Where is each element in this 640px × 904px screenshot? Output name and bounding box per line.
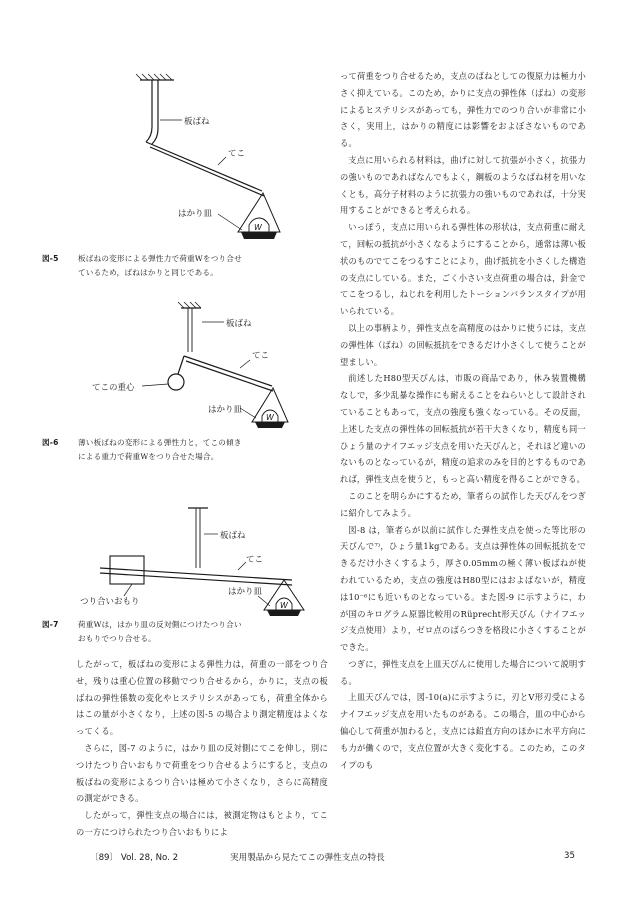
paragraph: したがって，板ばねの変形による弾性力は，荷重の一部をつり合せ，残りは重心位置の移動でつり合せるから，かりに，支点の板ばねの弾性係数の変化やヒステリシスがあっても，荷重全体からはこの量が小さくなり，上述の図-5 の場合より測定精度はよくなってくる。 [76, 659, 328, 737]
paragraph: 上皿天びんでは，図-10(a)に示すように，刃とV形刃受によるナイフエッジ支点を用いたものがある。この場合，皿の中心から偏心して荷重が加わると，支点には鉛直方向のほかに水平方向にも力が働くので，支点位置が大きく変化する。このため，このタイプのも [340, 692, 586, 770]
figure-6-caption [42, 436, 242, 480]
paragraph: このことを明らかにするため，筆者らの試作した天びんをつぎに紹介してみよう。 [340, 490, 586, 518]
figure-7-weight-label: W [280, 601, 288, 610]
paragraph: って荷重をつり合せるため，支点のばねとしての復原力は極力小さく抑えている。このため，かりに支点の弾性体（ばね）の変形によるヒステリシスがあっても，弾性力でのつり合いが非常に小さく，実用上，はかりの精度には影響をおよぼさないものである。 [340, 71, 586, 149]
figure-6-diagram [78, 302, 334, 432]
figure-6 [78, 302, 334, 432]
paragraph: 支点に用いられる材料は，曲げに対して抗張が小さく，抗張力の強いものであればなんでもよく，鋼板のようなばね材を用いなくとも，高分子材料のように抗張力の強いものであれば，十分実用することができると考えられる。 [340, 154, 586, 216]
figure-6-weight-label: W [266, 413, 274, 422]
left-column-text [76, 656, 328, 841]
figure-7 [78, 496, 334, 616]
figure-7-caption [42, 618, 242, 648]
figure-6-lever-label: てこ [252, 351, 270, 361]
paragraph: 以上の事柄より，弾性支点を高精度のはかりに使うには，支点の弾性体（ばね）の回転抵抗をできるだけ小さくして使うことが望ましい。 [340, 322, 586, 367]
figure-5-lever-label: てこ [228, 149, 246, 159]
figure-7-counterweight-label: つり合いおもり [80, 597, 140, 607]
figure-6-caption-text: 薄い板ばねの変形による弾性力と，てこの傾きによる重力で荷重Wをつり合せた場合。 [78, 438, 242, 461]
figure-7-lever-label: てこ [246, 555, 264, 565]
figure-5-diagram [78, 72, 334, 252]
figure-7-diagram [78, 496, 334, 616]
figure-6-pan-label: はかり皿 [208, 405, 243, 415]
figure-5-pan-label: はかり皿 [178, 209, 213, 219]
figure-5-caption-number: 図-5 [42, 254, 59, 263]
footer-issue: 〔89〕 Vol. 28, No. 2 [90, 853, 179, 863]
figure-6-spring-label: 板ばね [226, 319, 252, 329]
paragraph: いっぽう，支点に用いられる弾性体の形状は，支点荷重に耐えて，回転の抵抗が小さくなるようにすることから，通常は薄い板状のものでてこをつるすことにより，曲げ抵抗を小さくした構造の支点にしている。また，ごく小さい支点荷重の場合は，針金でてこをつるし，ねじれを利用したトーションバランスタイプが用いられている。 [340, 222, 586, 317]
figure-7-spring-label: 板ばね [220, 531, 246, 541]
figure-5 [78, 72, 334, 252]
paragraph: 図-8 は，筆者らが以前に試作した弾性支点を使った等比形の天びんで⁷⁾，ひょう量1kgである。支点は弾性体の回転抵抗をできるだけ小さくするよう，厚さ0.05mmの極く薄い板ばねが使われているため，支点の強度はH80型にはおよばないが，精度は10⁻⁶にも近いものとなっている。また図-9 に示すように，わが国のキログラム原器比較用のRüprecht形天びん（ナイフエッジ支点使用）より，ゼロ点のばらつきを格段に小さくすることができた。 [340, 524, 586, 653]
paragraph: つぎに，弾性支点を上皿天びんに使用した場合について説明する。 [340, 658, 586, 686]
page-number: 35 [564, 851, 575, 861]
paragraph: 前述したH80型天びんは，市販の商品であり，休み装置機構なしで，多少乱暴な操作にも耐えることをねらいとして設計されていることもあって，支点の強度も強くなっている。その反面，上述した支点の弾性体の回転抵抗が若干大きくなり，精度も同一ひょう量のナイフエッジ支点を用いた天びんと，それほど違いのないものとなっているが，精度の追求のみを目的とするものであれば，弾性支点を使うと，もっと高い精度を得ることができる。 [340, 373, 586, 485]
figure-5-caption-text: 板ばねの変形による弾性力で荷重Wをつり合せているため，ばねはかりと同じである。 [78, 254, 242, 277]
figure-6-cog-label: てこの重心 [92, 383, 135, 393]
figure-5-weight-label: W [254, 223, 262, 232]
figure-7-caption-number: 図-7 [42, 620, 59, 629]
figure-5-spring-label: 板ばね [184, 117, 210, 127]
figure-7-caption-text: 荷重Wは，はかり皿の反対側につけたつり合いおもりでつり合せる。 [78, 620, 242, 643]
figure-6-caption-number: 図-6 [42, 438, 59, 447]
paragraph: したがって，弾性支点の場合には，被測定物はもとより，てこの一方につけられたつり合いおもりによ [76, 810, 328, 837]
paragraph: さらに，図-7 のように，はかり皿の反対側にてこを伸し，別につけたつり合いおもりで荷重をつり合せるようにすると，支点の板ばねの変形によるつり合いは極めて小さくなり，さらに高精度の測定ができる。 [76, 742, 328, 804]
right-column-text [340, 68, 586, 773]
figure-7-pan-label: はかり皿 [228, 587, 263, 597]
figure-5-caption [42, 252, 242, 296]
footer-title: 実用製品から見たてこの弾性支点の特長 [230, 853, 385, 863]
